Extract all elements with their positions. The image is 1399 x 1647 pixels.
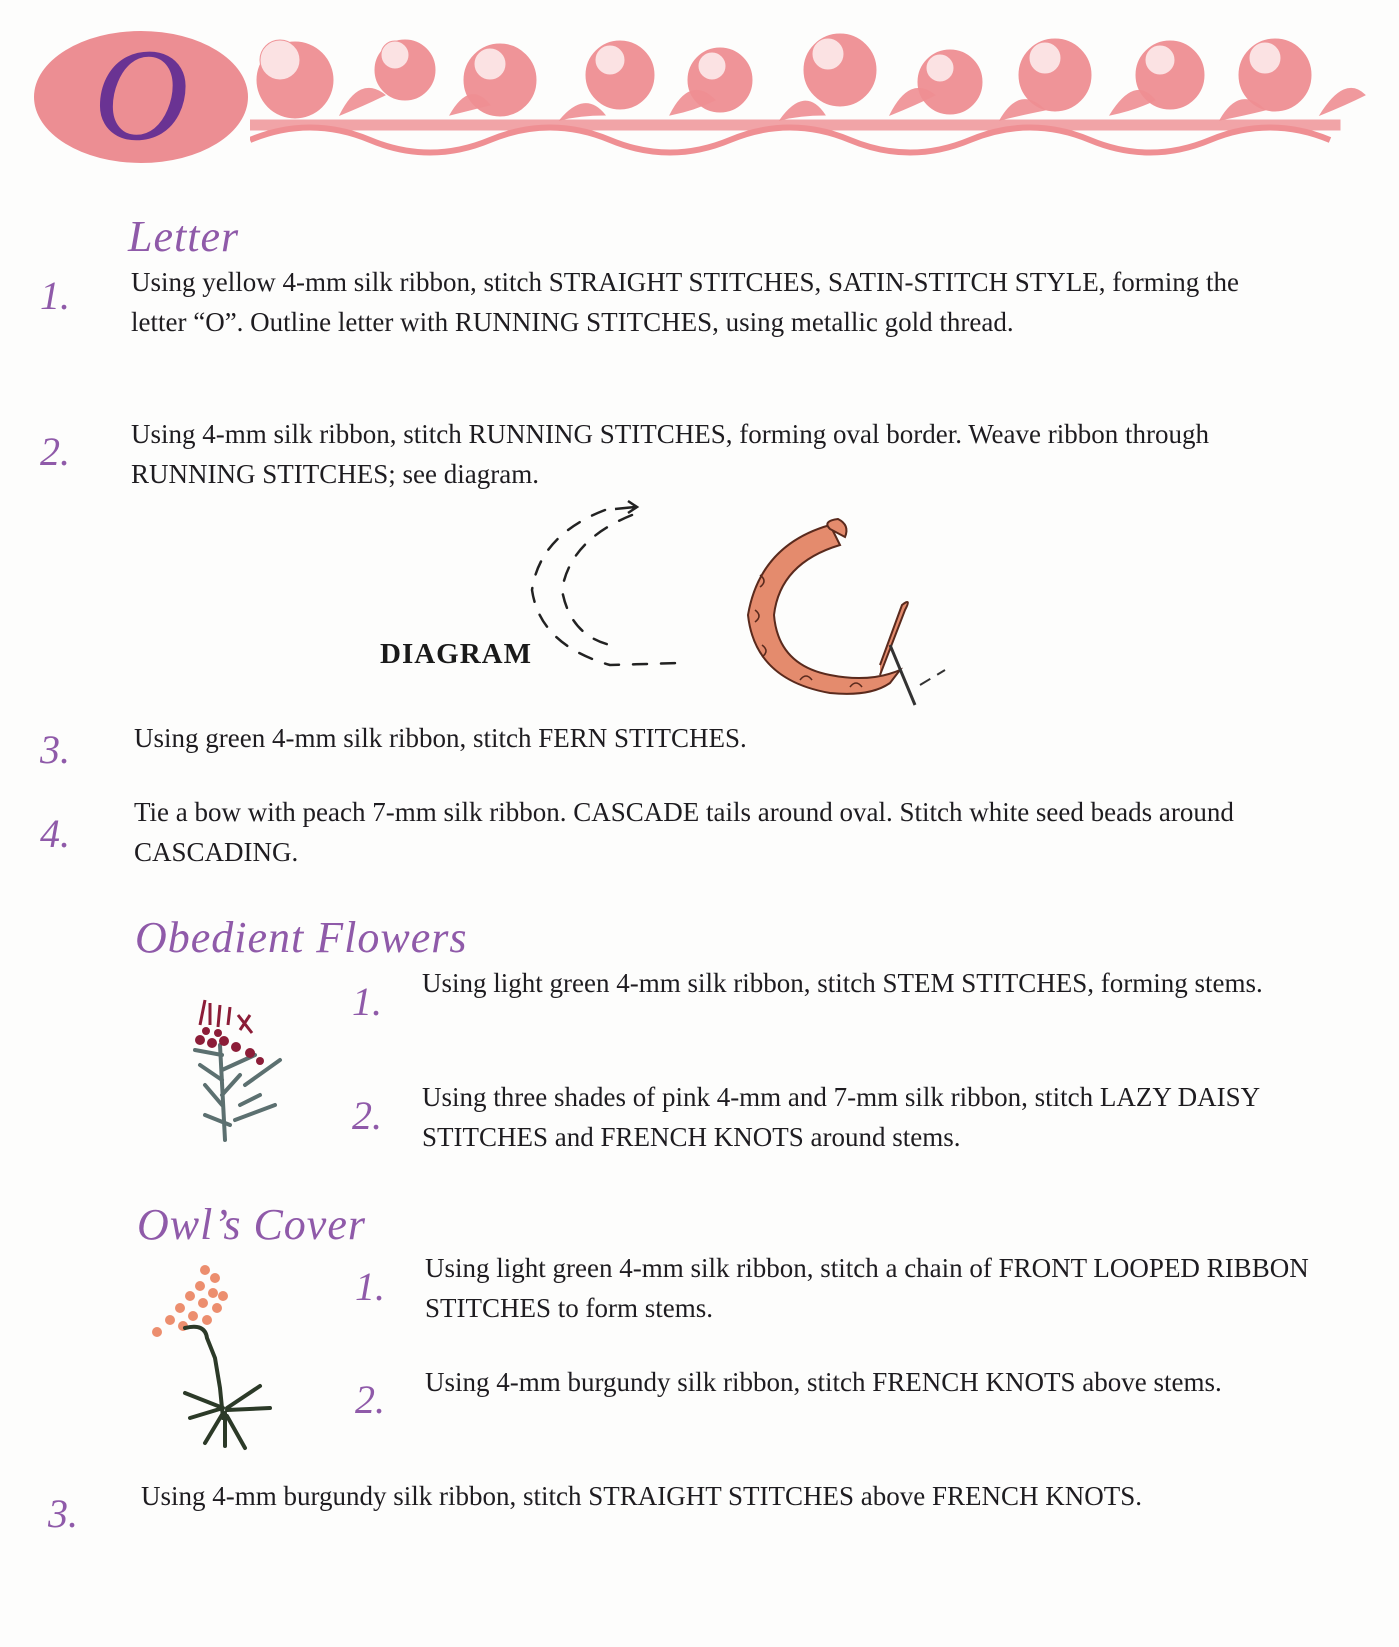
step-number: 4.: [40, 811, 70, 856]
running-stitch-diagram-icon: [520, 495, 700, 680]
diagram-label: DIAGRAM: [380, 638, 532, 670]
header-banner: [0, 0, 1399, 180]
step-text: Using 4-mm burgundy silk ribbon, stitch STRAIGHT STITCHES above FRENCH KNOTS.: [141, 1481, 1143, 1511]
step-text: Using 4-mm silk ribbon, stitch RUNNING STITCHES, forming oval border. Weave ribbon through RUNNING STITCHES; see diagram.: [131, 419, 1209, 489]
step-number: 1.: [40, 273, 70, 318]
woven-ribbon-diagram-icon: [730, 515, 960, 715]
step-text: Using three shades of pink 4-mm and 7-mm silk ribbon, stitch LAZY DAISY STITCHES and FRENCH KNOTS around stems.: [422, 1082, 1260, 1152]
step-text: Using yellow 4-mm silk ribbon, stitch STRAIGHT STITCHES, SATIN-STITCH STYLE, forming the letter “O”. Outline letter with RUNNING STITCHES, using metallic gold thread.: [131, 267, 1239, 337]
step-number: 3.: [48, 1491, 78, 1536]
step-number: 2.: [352, 1093, 382, 1138]
step-number: 2.: [355, 1377, 385, 1422]
step-text: Tie a bow with peach 7-mm silk ribbon. CASCADE tails around oval. Stitch white seed beads around CASCADING.: [134, 797, 1234, 867]
section-title-letter: Letter: [128, 212, 240, 261]
badge-letter: O: [93, 21, 189, 168]
step-number: 1.: [352, 979, 382, 1024]
step-text: Using light green 4-mm silk ribbon, stitch STEM STITCHES, forming stems.: [422, 968, 1263, 998]
step-number: 2.: [40, 429, 70, 474]
floral-border-icon: [250, 20, 1380, 160]
step-text: Using light green 4-mm silk ribbon, stitch a chain of FRONT LOOPED RIBBON STITCHES to form stems.: [425, 1253, 1309, 1323]
step-number: 1.: [355, 1264, 385, 1309]
section-title-owls-cover: Owl’s Cover: [137, 1200, 366, 1249]
step-number: 3.: [40, 727, 70, 772]
obedient-flower-icon: [180, 985, 300, 1150]
step-text: Using 4-mm burgundy silk ribbon, stitch FRENCH KNOTS above stems.: [425, 1367, 1222, 1397]
step-text: Using green 4-mm silk ribbon, stitch FERN STITCHES.: [134, 723, 747, 753]
owls-cover-flower-icon: [145, 1258, 295, 1458]
section-title-obedient-flowers: Obedient Flowers: [135, 913, 468, 962]
